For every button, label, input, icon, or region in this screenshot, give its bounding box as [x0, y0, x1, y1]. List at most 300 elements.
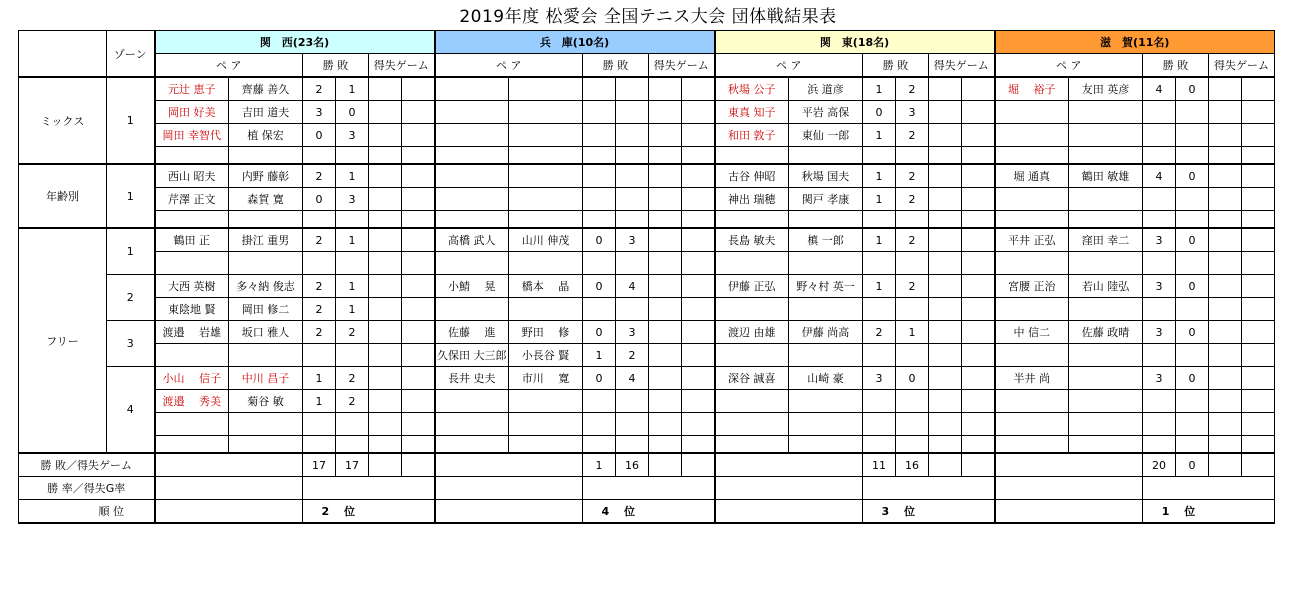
player-name: [229, 147, 303, 165]
game-diff-cell: [682, 390, 715, 413]
wins: [1143, 101, 1176, 124]
losses: [336, 211, 369, 229]
game-diff-cell: [929, 453, 962, 477]
game-diff-cell: [682, 275, 715, 298]
pair-header: ペ ア: [715, 54, 863, 78]
wins: [583, 188, 616, 211]
player-name: 平井 正弘: [995, 228, 1069, 252]
losses: [1176, 211, 1209, 229]
game-diff-cell: [929, 344, 962, 367]
losses: 1: [896, 321, 929, 344]
game-diff-cell: [962, 390, 995, 413]
player-name: 山川 伸茂: [509, 228, 583, 252]
summary-spacer: [715, 453, 863, 477]
losses: 0: [1176, 321, 1209, 344]
losses: [1176, 124, 1209, 147]
wins: [303, 147, 336, 165]
game-diff-cell: [1209, 344, 1242, 367]
wins: [863, 252, 896, 275]
game-diff-cell: [1242, 436, 1275, 454]
game-diff-cell: [1242, 147, 1275, 165]
game-diff-cell: [369, 228, 402, 252]
game-diff-cell: [682, 344, 715, 367]
player-name: [435, 252, 509, 275]
game-diff-cell: [929, 101, 962, 124]
losses: 2: [896, 228, 929, 252]
player-name: [509, 390, 583, 413]
game-diff-cell: [649, 413, 682, 436]
losses: [1176, 188, 1209, 211]
player-name: [509, 298, 583, 321]
wins: 3: [1143, 275, 1176, 298]
game-diff-cell: [1209, 367, 1242, 390]
player-name: [789, 436, 863, 454]
wins: [863, 413, 896, 436]
wins: [583, 101, 616, 124]
zone-header: ゾーン: [107, 31, 155, 78]
game-diff-cell: [1209, 228, 1242, 252]
game-diff-cell: [962, 436, 995, 454]
game-diff-cell: [1209, 413, 1242, 436]
wins: 0: [583, 367, 616, 390]
game-diff-cell: [1209, 188, 1242, 211]
summary-spacer: [435, 453, 583, 477]
game-diff-cell: [369, 124, 402, 147]
wins: 1: [863, 275, 896, 298]
player-name: 友田 英彦: [1069, 77, 1143, 101]
losses: 3: [616, 321, 649, 344]
player-name: [715, 211, 789, 229]
wins: 3: [1143, 321, 1176, 344]
results-table-container: [18, 30, 1275, 524]
player-name: [715, 436, 789, 454]
player-name: [509, 436, 583, 454]
total-losses: 17: [336, 453, 369, 477]
total-wins: 11: [863, 453, 896, 477]
game-diff-cell: [1209, 164, 1242, 188]
player-name: 小長谷 賢: [509, 344, 583, 367]
player-name: [715, 413, 789, 436]
losses: 0: [1176, 164, 1209, 188]
player-name: [1069, 413, 1143, 436]
rank-cell: 4 位: [583, 500, 715, 524]
summary-spacer: [435, 477, 583, 500]
player-name: 若山 陸弘: [1069, 275, 1143, 298]
game-diff-cell: [1242, 344, 1275, 367]
losses: [616, 188, 649, 211]
wins: [583, 298, 616, 321]
player-name: 深谷 誠喜: [715, 367, 789, 390]
losses: [896, 413, 929, 436]
losses: 2: [336, 390, 369, 413]
player-name: [715, 298, 789, 321]
losses: 2: [336, 321, 369, 344]
player-name: [995, 147, 1069, 165]
wins: [583, 252, 616, 275]
pair-header: ペ ア: [435, 54, 583, 78]
game-diff-cell: [649, 228, 682, 252]
summary-spacer: [995, 453, 1143, 477]
game-diff-cell: [1242, 453, 1275, 477]
losses: [896, 344, 929, 367]
player-name: 小鯖 晃: [435, 275, 509, 298]
game-diff-cell: [369, 413, 402, 436]
wins: 0: [303, 124, 336, 147]
game-diff-cell: [682, 77, 715, 101]
game-diff-cell: [962, 124, 995, 147]
losses: [616, 298, 649, 321]
game-diff-cell: [1242, 211, 1275, 229]
total-losses: 16: [896, 453, 929, 477]
game-diff-cell: [929, 413, 962, 436]
losses: [336, 252, 369, 275]
wins: [863, 390, 896, 413]
wins: 1: [863, 124, 896, 147]
rate-cell: [1143, 477, 1275, 500]
game-diff-cell: [1242, 298, 1275, 321]
category-free: フリー: [19, 228, 107, 453]
losses: 2: [896, 275, 929, 298]
game-diff-cell: [369, 298, 402, 321]
game-diff-cell: [682, 211, 715, 229]
wins: [583, 390, 616, 413]
game-diff-cell: [929, 77, 962, 101]
game-diff-cell: [1242, 164, 1275, 188]
wins: [863, 147, 896, 165]
game-diff-cell: [369, 164, 402, 188]
game-diff-cell: [649, 188, 682, 211]
wins: 3: [303, 101, 336, 124]
losses: 1: [336, 77, 369, 101]
losses: 1: [336, 164, 369, 188]
losses: [1176, 252, 1209, 275]
total-wins: 20: [1143, 453, 1176, 477]
player-name: 窪田 幸二: [1069, 228, 1143, 252]
wins: [863, 436, 896, 454]
game-diff-cell: [402, 188, 435, 211]
wins: [1143, 413, 1176, 436]
player-name: 市川 寛: [509, 367, 583, 390]
player-name: [1069, 436, 1143, 454]
player-name: [995, 436, 1069, 454]
pair-header: ペ ア: [995, 54, 1143, 78]
results-table: [18, 30, 1275, 524]
player-name: [229, 344, 303, 367]
total-wins: 17: [303, 453, 336, 477]
game-diff-cell: [929, 321, 962, 344]
wins: 2: [303, 77, 336, 101]
category-age: 年齢別: [19, 164, 107, 228]
game-diff-cell: [1209, 390, 1242, 413]
wins: [583, 147, 616, 165]
losses: 4: [616, 367, 649, 390]
summary-spacer: [715, 500, 863, 524]
player-name: [1069, 124, 1143, 147]
player-name: 芹澤 正文: [155, 188, 229, 211]
game-diff-cell: [402, 298, 435, 321]
player-name: 小山 信子: [155, 367, 229, 390]
game-diff-cell: [1242, 321, 1275, 344]
wins: [1143, 188, 1176, 211]
wins: [1143, 147, 1176, 165]
summary-spacer: [155, 500, 303, 524]
player-name: [155, 147, 229, 165]
player-name: [229, 211, 303, 229]
losses: [616, 252, 649, 275]
game-diff-cell: [402, 164, 435, 188]
rate-cell: [863, 477, 995, 500]
player-name: [789, 298, 863, 321]
game-diff-cell: [402, 124, 435, 147]
losses: [616, 124, 649, 147]
player-name: [1069, 367, 1143, 390]
losses: [616, 390, 649, 413]
losses: [1176, 413, 1209, 436]
wins: 0: [863, 101, 896, 124]
wins: 3: [863, 367, 896, 390]
player-name: 高橋 武人: [435, 228, 509, 252]
game-diff-cell: [929, 298, 962, 321]
player-name: 岡田 幸智代: [155, 124, 229, 147]
player-name: 山崎 豪: [789, 367, 863, 390]
game-diff-cell: [649, 367, 682, 390]
player-name: [995, 413, 1069, 436]
player-name: 秋場 国夫: [789, 164, 863, 188]
player-name: [155, 413, 229, 436]
losses: 4: [616, 275, 649, 298]
losses: 2: [896, 188, 929, 211]
summary-spacer: [155, 453, 303, 477]
player-name: 内野 藤彰: [229, 164, 303, 188]
game-diff-cell: [962, 101, 995, 124]
game-diff-cell: [1242, 275, 1275, 298]
player-name: 吉田 道夫: [229, 101, 303, 124]
losses: [896, 147, 929, 165]
losses: 1: [336, 275, 369, 298]
game-diff-cell: [369, 77, 402, 101]
player-name: [435, 211, 509, 229]
wins: 1: [863, 188, 896, 211]
summary-label-win-loss: 勝 敗／得失ゲーム: [19, 453, 155, 477]
game-diff-cell: [962, 344, 995, 367]
game-diff-cell: [649, 252, 682, 275]
player-name: [1069, 188, 1143, 211]
player-name: 多々納 俊志: [229, 275, 303, 298]
game-diff-cell: [1209, 275, 1242, 298]
player-name: 野田 修: [509, 321, 583, 344]
player-name: 長島 敏夫: [715, 228, 789, 252]
losses: 0: [1176, 367, 1209, 390]
player-name: 大西 英樹: [155, 275, 229, 298]
player-name: [1069, 211, 1143, 229]
category-mixed: ミックス: [19, 77, 107, 164]
pair-header: ペ ア: [155, 54, 303, 78]
game-diff-cell: [962, 147, 995, 165]
losses: [336, 436, 369, 454]
wins: 2: [303, 298, 336, 321]
game-diff-cell: [929, 147, 962, 165]
zone-label: 3: [107, 321, 155, 367]
game-diff-cell: [929, 124, 962, 147]
game-diff-cell: [682, 367, 715, 390]
game-diff-cell: [369, 252, 402, 275]
player-name: 野々村 英一: [789, 275, 863, 298]
wins: [583, 164, 616, 188]
losses: 2: [616, 344, 649, 367]
game-diff-cell: [1209, 321, 1242, 344]
game-diff-cell: [962, 188, 995, 211]
wins: 0: [583, 275, 616, 298]
player-name: [1069, 390, 1143, 413]
wins: [1143, 390, 1176, 413]
summary-spacer: [715, 477, 863, 500]
wins: 2: [303, 275, 336, 298]
game-diff-cell: [649, 211, 682, 229]
player-name: [715, 390, 789, 413]
zone-label: 1: [107, 164, 155, 228]
player-name: 和田 敦子: [715, 124, 789, 147]
game-diff-cell: [402, 77, 435, 101]
game-diff-cell: [649, 298, 682, 321]
losses: 2: [336, 367, 369, 390]
game-diff-cell: [649, 344, 682, 367]
win-loss-header: 勝 敗: [863, 54, 929, 78]
wins: 4: [1143, 77, 1176, 101]
region-header-kansai: 関 西(23名): [155, 31, 435, 54]
game-diff-cell: [369, 367, 402, 390]
losses: [336, 413, 369, 436]
player-name: [435, 124, 509, 147]
game-diff-cell: [1209, 147, 1242, 165]
losses: [1176, 101, 1209, 124]
region-header-kanto: 関 東(18名): [715, 31, 995, 54]
game-diff-cell: [682, 453, 715, 477]
player-name: [789, 252, 863, 275]
wins: [583, 124, 616, 147]
win-loss-header: 勝 敗: [1143, 54, 1209, 78]
wins: [583, 211, 616, 229]
losses: [896, 390, 929, 413]
player-name: 宮腰 正治: [995, 275, 1069, 298]
region-header-hyogo: 兵 庫(10名): [435, 31, 715, 54]
player-name: [509, 413, 583, 436]
wins: [303, 436, 336, 454]
player-name: 佐藤 進: [435, 321, 509, 344]
zone-label: 4: [107, 367, 155, 454]
losses: [1176, 390, 1209, 413]
player-name: [1069, 298, 1143, 321]
game-diff-cell: [682, 252, 715, 275]
game-diff-header: 得失ゲーム: [649, 54, 715, 78]
game-diff-cell: [402, 413, 435, 436]
player-name: 岡田 修二: [229, 298, 303, 321]
zone-label: 2: [107, 275, 155, 321]
game-diff-cell: [402, 211, 435, 229]
total-wins: 1: [583, 453, 616, 477]
game-diff-cell: [649, 453, 682, 477]
player-name: 齊藤 善久: [229, 77, 303, 101]
wins: 1: [303, 390, 336, 413]
player-name: 伊藤 正弘: [715, 275, 789, 298]
player-name: [155, 252, 229, 275]
region-header-shiga: 滋 賀(11名): [995, 31, 1275, 54]
wins: 3: [1143, 367, 1176, 390]
losses: [616, 436, 649, 454]
player-name: [789, 413, 863, 436]
player-name: [509, 101, 583, 124]
player-name: [229, 436, 303, 454]
player-name: [789, 211, 863, 229]
player-name: [995, 298, 1069, 321]
player-name: [509, 124, 583, 147]
game-diff-cell: [402, 344, 435, 367]
game-diff-header: 得失ゲーム: [1209, 54, 1275, 78]
game-diff-cell: [402, 453, 435, 477]
rank-cell: 3 位: [863, 500, 995, 524]
wins: [1143, 344, 1176, 367]
player-name: [995, 390, 1069, 413]
wins: 2: [303, 228, 336, 252]
win-loss-header: 勝 敗: [583, 54, 649, 78]
game-diff-cell: [369, 453, 402, 477]
losses: [616, 101, 649, 124]
game-diff-cell: [649, 436, 682, 454]
game-diff-cell: [402, 228, 435, 252]
player-name: 植 保宏: [229, 124, 303, 147]
player-name: 関戸 孝康: [789, 188, 863, 211]
summary-spacer: [435, 500, 583, 524]
losses: [1176, 436, 1209, 454]
losses: 0: [1176, 228, 1209, 252]
player-name: [435, 390, 509, 413]
player-name: 平岩 高保: [789, 101, 863, 124]
game-diff-cell: [682, 436, 715, 454]
game-diff-cell: [682, 228, 715, 252]
player-name: [1069, 252, 1143, 275]
losses: 1: [336, 228, 369, 252]
game-diff-cell: [962, 298, 995, 321]
game-diff-cell: [929, 367, 962, 390]
losses: [896, 298, 929, 321]
player-name: 半井 尚: [995, 367, 1069, 390]
losses: [1176, 147, 1209, 165]
game-diff-cell: [1242, 413, 1275, 436]
losses: 2: [896, 124, 929, 147]
player-name: [155, 211, 229, 229]
game-diff-cell: [682, 413, 715, 436]
game-diff-cell: [929, 188, 962, 211]
game-diff-cell: [682, 321, 715, 344]
player-name: 坂口 雅人: [229, 321, 303, 344]
game-diff-cell: [369, 390, 402, 413]
game-diff-cell: [649, 101, 682, 124]
losses: 0: [1176, 77, 1209, 101]
player-name: 鶴田 正: [155, 228, 229, 252]
wins: 0: [583, 228, 616, 252]
wins: [863, 344, 896, 367]
game-diff-cell: [682, 147, 715, 165]
player-name: [509, 77, 583, 101]
wins: [303, 211, 336, 229]
player-name: [789, 147, 863, 165]
game-diff-cell: [369, 147, 402, 165]
wins: [1143, 436, 1176, 454]
player-name: 浜 道彦: [789, 77, 863, 101]
player-name: [995, 252, 1069, 275]
game-diff-cell: [402, 436, 435, 454]
player-name: 秋場 公子: [715, 77, 789, 101]
game-diff-cell: [649, 390, 682, 413]
